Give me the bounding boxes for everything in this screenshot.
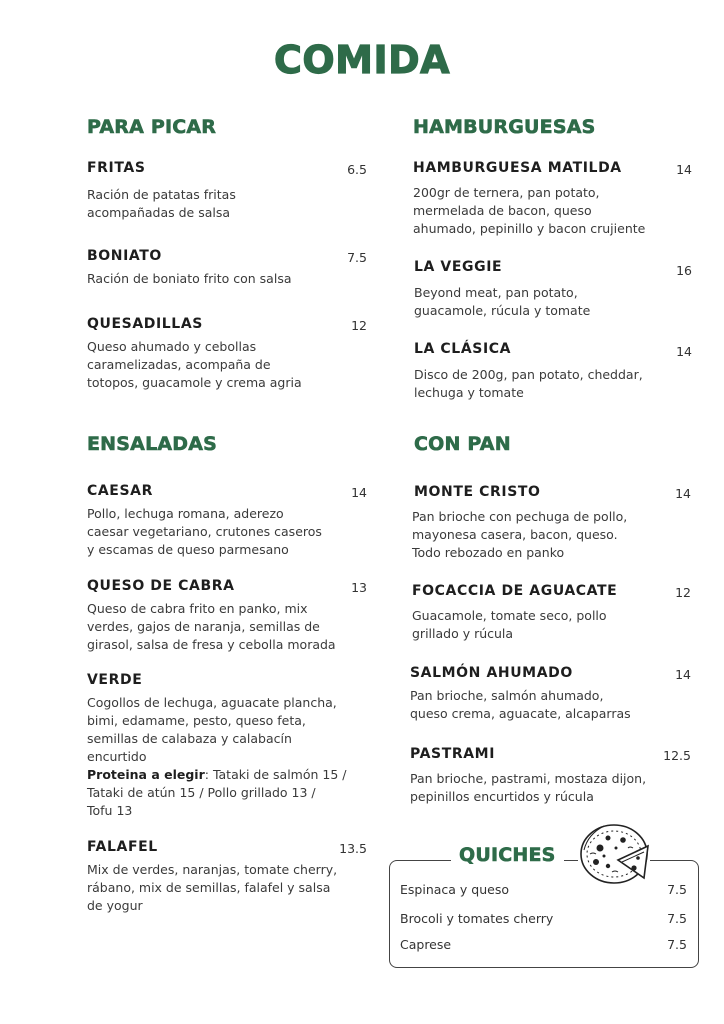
menu-item-monte-cristo	[414, 484, 691, 562]
item-name: FALAFEL	[87, 839, 158, 855]
protein-options: Proteina a elegir: Tataki de salmón 15 / Tataki de atún 15 / Pollo grillado 13 / Tofu 13	[87, 767, 347, 818]
item-name: FOCACCIA DE AGUACATE	[412, 583, 618, 599]
item-price: 13	[351, 580, 367, 595]
item-description: Cogollos de lechuga, aguacate plancha, bimi, edamame, pesto, queso feta, semillas de calabaza y calabacín encurtido	[87, 695, 337, 764]
quiche-icon	[578, 820, 650, 888]
menu-item-la-clasica	[414, 341, 692, 402]
item-name: Espinaca y queso	[400, 882, 509, 897]
item-name: LA CLÁSICA	[414, 341, 512, 357]
quiches-title-wrap	[451, 844, 564, 866]
menu-item-falafel	[87, 839, 367, 915]
menu-item-verde	[87, 672, 367, 820]
item-description: Mix de verdes, naranjas, tomate cherry, rábano, mix de semillas, falafel y salsa de yogur	[87, 862, 338, 913]
menu-item-boniato	[87, 248, 367, 288]
menu-item-pastrami	[410, 746, 691, 806]
item-description: Ración de patatas fritas acompañadas de salsa	[87, 187, 236, 220]
item-name: SALMÓN AHUMADO	[410, 665, 573, 681]
item-price: 14	[675, 486, 691, 501]
item-name: BONIATO	[87, 248, 162, 264]
item-price: 14	[675, 667, 691, 682]
section-title-con-pan: CON PAN	[414, 433, 511, 455]
section-title-hamburguesas: HAMBURGUESAS	[413, 116, 596, 138]
item-description: Pan brioche con pechuga de pollo, mayonesa casera, bacon, queso. Todo rebozado en panko	[412, 509, 628, 560]
item-price: 7.5	[667, 937, 687, 952]
item-description: 200gr de ternera, pan potato, mermelada de bacon, queso ahumado, pepinillo y bacon crujiente	[413, 185, 646, 236]
item-name: LA VEGGIE	[414, 259, 503, 275]
item-description: Beyond meat, pan potato, guacamole, rúcula y tomate	[414, 285, 591, 318]
section-title-para-picar: PARA PICAR	[87, 116, 217, 138]
menu-item-focaccia-de-aguacate	[412, 583, 691, 643]
item-description: Pollo, lechuga romana, aderezo caesar vegetariano, crutones caseros y escamas de queso parmesano	[87, 506, 322, 557]
item-price: 12.5	[663, 748, 691, 763]
page-title: COMIDA	[273, 38, 451, 82]
menu-item-hamburguesa-matilda	[413, 160, 692, 238]
item-price: 14	[676, 162, 692, 177]
item-name: QUESADILLAS	[87, 316, 203, 332]
menu-item-la-veggie	[414, 259, 692, 320]
menu-item-queso-de-cabra	[87, 578, 367, 654]
item-name: HAMBURGUESA MATILDA	[413, 160, 622, 176]
item-name: QUESO DE CABRA	[87, 578, 235, 594]
menu-item-salmon-ahumado	[410, 665, 691, 723]
item-price: 7.5	[667, 882, 687, 897]
item-price: 12	[351, 318, 367, 333]
item-price: 13.5	[339, 841, 367, 856]
item-price: 16	[676, 263, 692, 278]
item-price: 14	[676, 344, 692, 359]
item-description: Guacamole, tomate seco, pollo grillado y rúcula	[412, 608, 607, 641]
item-price: 6.5	[347, 162, 367, 177]
item-name: VERDE	[87, 672, 143, 688]
item-name: Brocoli y tomates cherry	[400, 911, 554, 926]
item-name: Caprese	[400, 937, 452, 952]
item-price: 12	[675, 585, 691, 600]
item-price: 7.5	[667, 911, 687, 926]
item-name: FRITAS	[87, 160, 146, 176]
section-title-quiches: QUICHES	[459, 844, 556, 866]
item-price: 14	[351, 485, 367, 500]
item-description: Pan brioche, salmón ahumado, queso crema, aguacate, alcaparras	[410, 688, 631, 721]
item-name: MONTE CRISTO	[414, 484, 541, 500]
item-name: PASTRAMI	[410, 746, 495, 762]
item-description: Pan brioche, pastrami, mostaza dijon, pepinillos encurtidos y rúcula	[410, 771, 647, 804]
item-description: Queso de cabra frito en panko, mix verdes, gajos de naranja, semillas de girasol, salsa de fresa y cebolla morada	[87, 601, 336, 652]
item-description: Ración de boniato frito con salsa	[87, 271, 292, 286]
menu-item-quesadillas	[87, 316, 367, 392]
item-price: 7.5	[347, 250, 367, 265]
item-name: CAESAR	[87, 483, 153, 499]
section-title-ensaladas: ENSALADAS	[87, 433, 218, 455]
menu-item-fritas	[87, 160, 367, 222]
item-description: Disco de 200g, pan potato, cheddar, lechuga y tomate	[414, 367, 643, 400]
item-description: Queso ahumado y cebollas caramelizadas, acompaña de totopos, guacamole y crema agria	[87, 339, 302, 390]
protein-label: Proteina a elegir	[87, 767, 205, 782]
menu-item-caesar	[87, 483, 367, 559]
